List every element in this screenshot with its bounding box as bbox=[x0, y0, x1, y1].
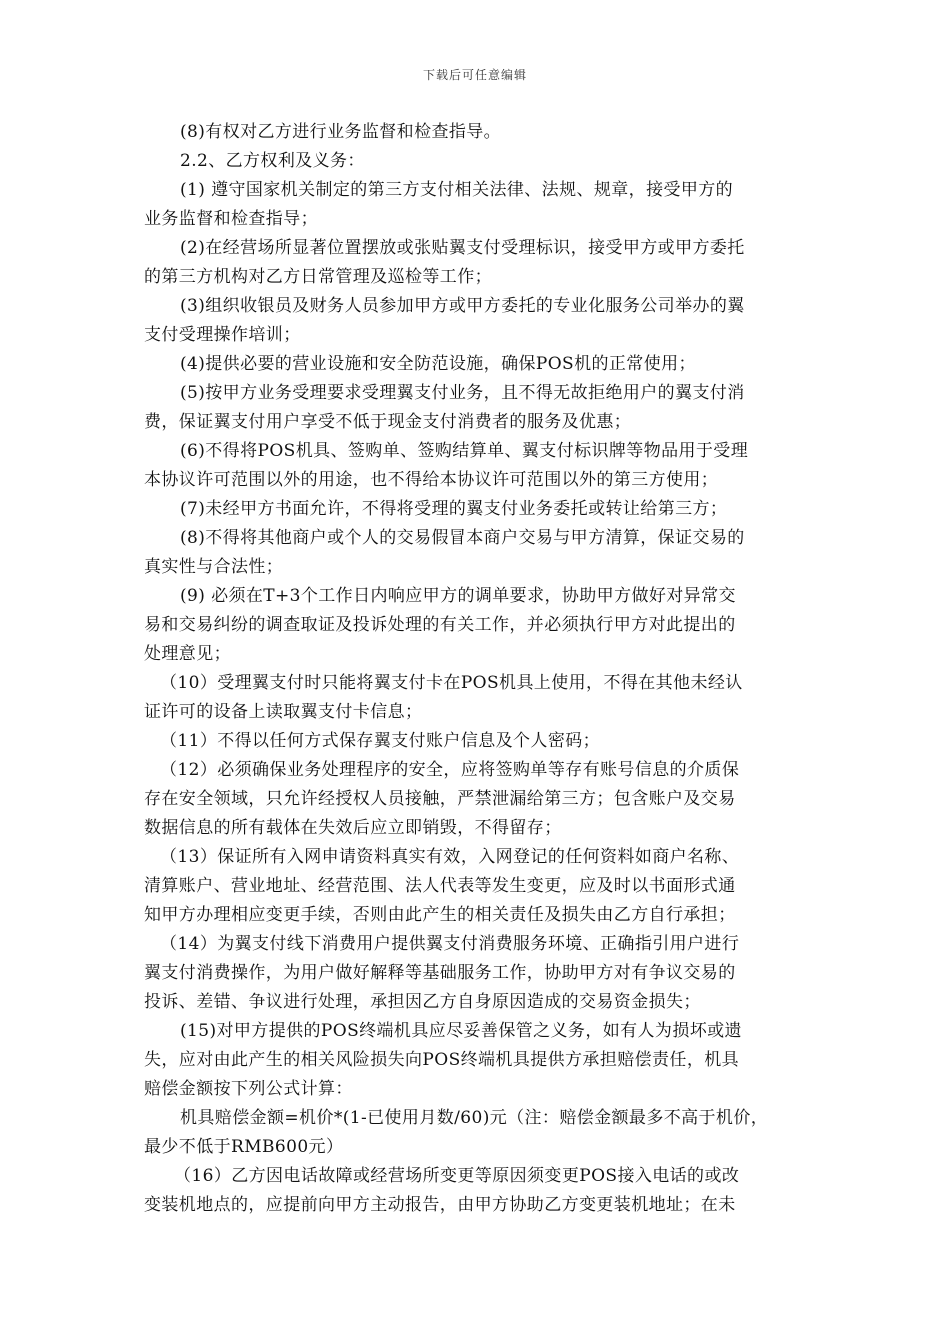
paragraph-line: （13）保证所有入网申请资料真实有效，入网登记的任何资料如商户名称、 bbox=[160, 847, 740, 867]
paragraph-line: (15)对甲方提供的POS终端机具应尽妥善保管之义务，如有人为损坏或遗 bbox=[180, 1021, 742, 1041]
paragraph-line: （10）受理翼支付时只能将翼支付卡在POS机具上使用，不得在其他未经认 bbox=[160, 673, 743, 693]
paragraph-line: 易和交易纠纷的调查取证及投诉处理的有关工作，并必须执行甲方对此提出的 bbox=[144, 615, 736, 635]
paragraph-line: （16）乙方因电话故障或经营场所变更等原因须变更POS接入电话的或改 bbox=[174, 1166, 740, 1186]
paragraph-line: 证许可的设备上读取翼支付卡信息； bbox=[144, 702, 423, 722]
paragraph-line: 业务监督和检查指导； bbox=[144, 209, 318, 229]
document-body bbox=[144, 118, 808, 1220]
paragraph-line: (1) 遵守国家机关制定的第三方支付相关法律、法规、规章，接受甲方的 bbox=[180, 180, 734, 200]
paragraph-line: （11）不得以任何方式保存翼支付账户信息及个人密码； bbox=[160, 731, 601, 751]
paragraph-line: 投诉、差错、争议进行处理，承担因乙方自身原因造成的交易资金损失； bbox=[144, 992, 701, 1012]
paragraph-line: (8)不得将其他商户或个人的交易假冒本商户交易与甲方清算，保证交易的 bbox=[180, 528, 745, 548]
paragraph-line: 存在安全领域，只允许经授权人员接触，严禁泄漏给第三方；包含账户及交易 bbox=[144, 789, 736, 809]
formula-line: 机具赔偿金额=机价*(1-已使用月数/60)元（注：赔偿金额最多不高于机价， bbox=[180, 1108, 769, 1128]
paragraph-line: 清算账户、营业地址、经营范围、法人代表等发生变更，应及时以书面形式通 bbox=[144, 876, 736, 896]
paragraph-line: （12）必须确保业务处理程序的安全，应将签购单等存有账号信息的介质保 bbox=[160, 760, 740, 780]
paragraph-line: 最少不低于RMB600元） bbox=[144, 1137, 344, 1157]
paragraph-line: (4)提供必要的营业设施和安全防范设施，确保POS机的正常使用； bbox=[180, 354, 696, 374]
paragraph-line: 费，保证翼支付用户享受不低于现金支付消费者的服务及优惠； bbox=[144, 412, 632, 432]
paragraph-line: 知甲方办理相应变更手续，否则由此产生的相关责任及损失由乙方自行承担； bbox=[144, 905, 736, 925]
paragraph-line: 处理意见； bbox=[144, 644, 231, 664]
paragraph-line: (6)不得将POS机具、签购单、签购结算单、翼支付标识牌等物品用于受理 bbox=[180, 441, 749, 461]
paragraph-line: 失，应对由此产生的相关风险损失向POS终端机具提供方承担赔偿责任，机具 bbox=[144, 1050, 740, 1070]
page-header: 下载后可任意编辑 bbox=[422, 68, 527, 82]
paragraph-line: (5)按甲方业务受理要求受理翼支付业务，且不得无故拒绝用户的翼支付消 bbox=[180, 383, 745, 403]
paragraph-line: (8)有权对乙方进行业务监督和检查指导。 bbox=[180, 122, 502, 142]
paragraph-line: 赔偿金额按下列公式计算： bbox=[144, 1079, 353, 1099]
paragraph-line: （14）为翼支付线下消费用户提供翼支付消费服务环境、正确指引用户进行 bbox=[160, 934, 740, 954]
paragraph-line: (2)在经营场所显著位置摆放或张贴翼支付受理标识，接受甲方或甲方委托 bbox=[180, 238, 745, 258]
paragraph-line: 本协议许可范围以外的用途，也不得给本协议许可范围以外的第三方使用； bbox=[144, 470, 719, 490]
paragraph-line: 支付受理操作培训； bbox=[144, 325, 301, 345]
paragraph-line: (3)组织收银员及财务人员参加甲方或甲方委托的专业化服务公司举办的翼 bbox=[180, 296, 745, 316]
paragraph-line: 的第三方机构对乙方日常管理及巡检等工作； bbox=[144, 267, 492, 287]
paragraph-line: 翼支付消费操作，为用户做好解释等基础服务工作，协助甲方对有争议交易的 bbox=[144, 963, 736, 983]
paragraph-line: 数据信息的所有载体在失效后应立即销毁，不得留存； bbox=[144, 818, 562, 838]
paragraph-line: 真实性与合法性； bbox=[144, 557, 284, 577]
section-heading: 2.2、乙方权利及义务： bbox=[180, 151, 365, 171]
paragraph-line: (9) 必须在T+3个工作日内响应甲方的调单要求，协助甲方做好对异常交 bbox=[180, 586, 736, 606]
paragraph-line: 变装机地点的，应提前向甲方主动报告，由甲方协助乙方变更装机地址；在未 bbox=[144, 1195, 736, 1215]
paragraph-line: (7)未经甲方书面允许，不得将受理的翼支付业务委托或转让给第三方； bbox=[180, 499, 728, 519]
